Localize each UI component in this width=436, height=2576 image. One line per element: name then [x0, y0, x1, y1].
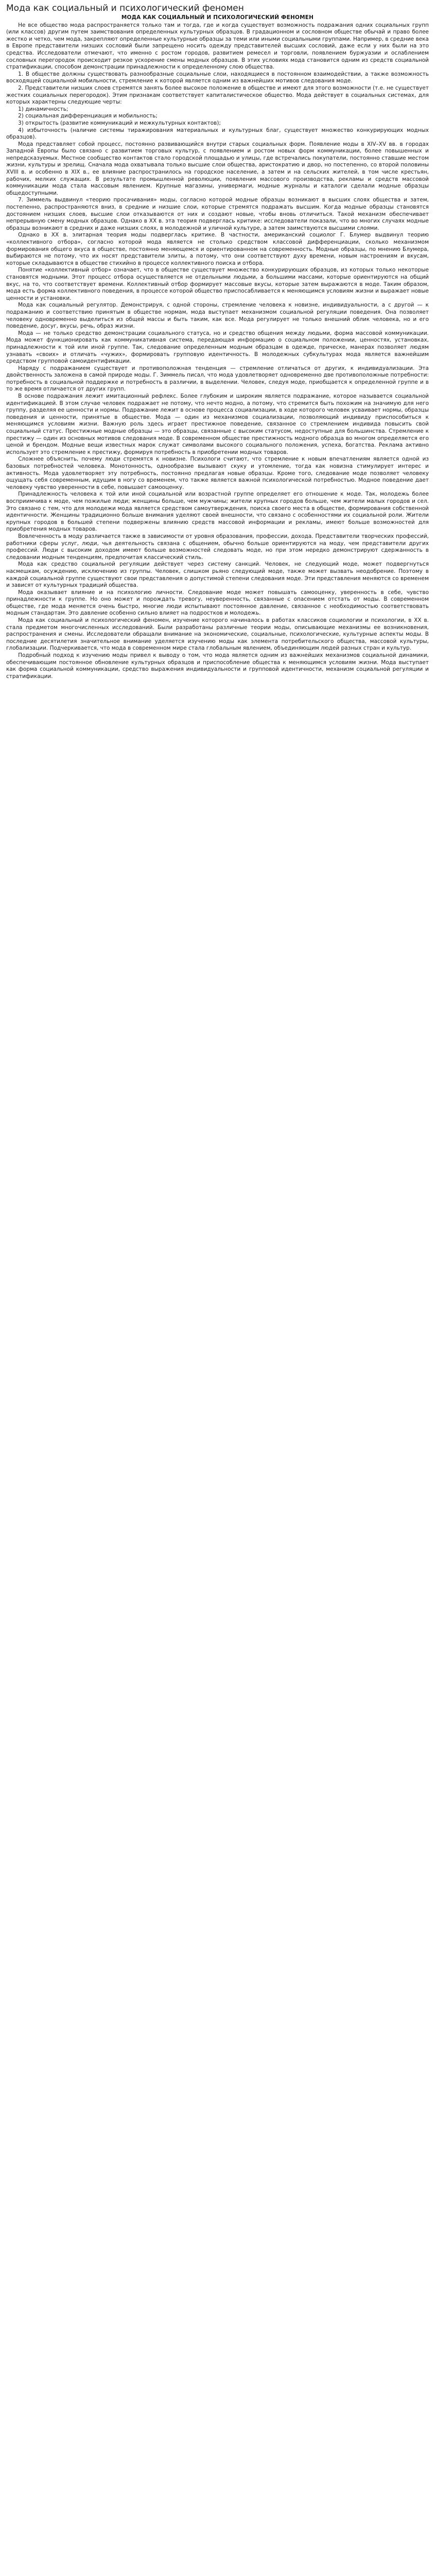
- paragraph: Однако в XX в. элитарная теория моды подверглась критике. В частности, американский социолог Г. Блумер выдвинул теорию «коллективного отбора», согласно которой мода является не столько средством классовой дифференциации, сколько механизмом формирования общего вкуса в обществе, постоянно меняющемся и ориентированном на современность. Модные образцы, по мнению Блумера, выбираются не потому, что их носят представители элиты, а потому, что они соответствуют духу времени, новым настроениям и вкусам, которые складываются в обществе стихийно в процессе коллективного поиска и отбора.: [6, 232, 429, 266]
- paragraph: Мода как социальный регулятор. Демонстрируя, с одной стороны, стремление человека к новизне, индивидуальности, а с другой — к подражанию и соответствию принятым в обществе нормам, мода выступает механизмом социальной регуляции поведения. Она позволяет человеку одновременно выделиться из общей массы и быть таким, как все. Мода регулирует не только внешний облик человека, но и его поведение, досуг, вкусы, речь, образ жизни.: [6, 302, 429, 330]
- paragraph: Мода — не только средство демонстрации социального статуса, но и средство общения между людьми, форма массовой коммуникации. Мода может функционировать как коммуникативная система, передающая информацию о социальном положении, ценностях, установках, принадлежности к той или иной группе. Так, следование определенным модным образцам в одежде, прическе, манерах позволяет людям узнавать «своих» и отличать «чужих», формировать групповую идентичность. В молодежных субкультурах мода является важнейшим средством групповой самоидентификации.: [6, 330, 429, 365]
- paragraph: Понятие «коллективный отбор» означает, что в обществе существует множество конкурирующих образцов, из которых только некоторые становятся модными. Этот процесс отбора осуществляется не отдельными людьми, а большими массами, которые ориентируются на общий вкус, на то, что соответствует времени. Коллективный отбор формирует массовые вкусы, которые затем выражаются в моде. Таким образом, мода есть форма коллективного поведения, в процессе которой общество приспосабливается к меняющимся условиям жизни и выражает новые ценности и установки.: [6, 267, 429, 301]
- document-title: Мода как социальный и психологический феномен: [6, 3, 244, 13]
- paragraph: Принадлежность человека к той или иной социальной или возрастной группе определяет его отношение к моде. Так, молодежь более восприимчива к моде, чем пожилые люди; женщины больше, чем мужчины; жители крупных городов больше, чем жители малых городов и сел. Это связано с тем, что для молодежи мода является средством самоутверждения, поиска своего места в обществе, формирования собственной идентичности. Женщины традиционно больше внимания уделяют своей внешности, что связано с особенностями их социальной роли. Жители крупных городов в большей степени подвержены влиянию средств массовой информации и рекламы, имеют больше возможностей для приобретения модных товаров.: [6, 491, 429, 533]
- paragraph: Подробный подход к изучению моды привел к выводу о том, что мода является одним из важнейших механизмов социальной динамики, обеспечивающим постоянное обновление культурных образцов и приспособление общества к меняющимся условиям жизни. Мода выступает как форма социальной коммуникации, средство выражения индивидуальности и групповой идентичности, механизм социальной регуляции и стратификации.: [6, 652, 429, 680]
- paragraph: Наряду с подражанием существует и противоположная тенденция — стремление отличаться от других, к индивидуализации. Эта двойственность заложена в самой природе моды. Г. Зиммель писал, что мода удовлетворяет одновременно две противоположные потребности: потребность в социальной поддержке и потребность в различии, в выделении. Человек, следуя моде, приобщается к определенной группе и в то же время отличается от других групп.: [6, 365, 429, 393]
- paragraph: Мода как социальный и психологический феномен, изучение которого начиналось в работах классиков социологии и психологии, в XX в. стала предметом многочисленных исследований. Были разработаны различные теории моды, описывающие механизмы ее возникновения, распространения и смены. Исследователи обращали внимание на экономические, социальные, психологические, культурные аспекты моды. В последние десятилетия значительное внимание уделяется изучению моды как элемента потребительского общества, массовой культуры, глобализации. Подчеркивается, что мода в современном мире стала глобальным явлением, объединяющим людей разных стран и культур.: [6, 617, 429, 652]
- list-item: 1) динамичность;: [18, 106, 68, 112]
- paragraph: 7. Зиммель выдвинул «теорию просачивания» моды, согласно которой модные образцы возникают в высших слоях общества и затем, постепенно, распространяются вниз, в средние и низшие слои, которые стремятся подражать высшим. Когда модные образцы становятся достоянием низших слоев, высшие слои отказываются от них и создают новые, чтобы вновь отличиться. Такой механизм обеспечивает непрерывную смену модных образцов. Однако в XX в. эта теория подверглась критике: исследователи показали, что во многих случаях модные образцы возникают в средних и даже низших слоях, в молодежной и уличной культуре, а затем заимствуются высшими слоями.: [6, 197, 429, 231]
- list-item: 2) социальная дифференциация и мобильность;: [18, 113, 158, 120]
- paragraph: Вовлеченность в моду различается также в зависимости от уровня образования, профессии, дохода. Представители творческих профессий, работники сферы услуг, люди, чья деятельность связана с общением, обычно больше ориентируются на моду, чем представители других профессий. Люди с высоким доходом имеют больше возможностей следовать моде, но при этом нередко демонстрируют сдержанность в следовании модным тенденциям, предпочитая классический стиль.: [6, 533, 429, 561]
- paragraph: 1. В обществе должны существовать разнообразные социальные слои, находящиеся в постоянном взаимодействии, а также возможность восходящей социальной мобильности, стремление к которой является одним из важнейших мотивов следования моде.: [6, 71, 429, 84]
- paragraph: Не все общество мода распространяется только там и тогда, где и когда существует возможность подражания одних социальных групп (или классов) другим путем заимствования определенных культурных образцов. В градационном и сословном обществе обычай и право более жестко и четко, чем мода, закрепляют определенные культурные образцы за теми или иными социальными группами. Например, в средние века в Европе представители низших сословий были запрещено носить одежду представителей высших сословий, даже если у них были на это средства. Исследователи отмечают, что именно с ростом городов, развитием ремесел и торговли, появлением буржуазии и ослаблением сословных перегородок происходит резкое ускорение смены модных образцов. В этих условиях мода становится одним из средств социальной стратификации, способом демонстрации принадлежности к определенному слою общества.: [6, 22, 429, 71]
- list-item: 3) открытость (развитие коммуникаций и межкультурных контактов);: [18, 120, 221, 126]
- list-item: 4) избыточность (наличие системы тиражирования материальных и культурных благ, существует множество конкурирующих модных образцов).: [6, 127, 429, 141]
- paragraph: В основе подражания лежит имитационный рефлекс. Более глубоким и широким является подражание, которое называется социальной идентификацией. В этом случае человек подражает не потому, что нечто модно, а потому, что стремится быть похожим на значимую для него группу, разделяя ее ценности и нормы. Подражание лежит в основе процесса социализации, в ходе которого человек усваивает нормы, образцы поведения и ценности, принятые в обществе. Мода — один из механизмов социализации, позволяющий индивиду приспособиться к меняющимся условиям жизни. Важную роль здесь играет престижное поведение, связанное со стремлением индивида повысить свой социальный статус. Престижные модные образцы — это образцы, связанные с высоким статусом, недоступные для большинства. Стремление к престижу — один из основных мотивов следования моде. В современном обществе престижность модного образца во многом определяется его ценой и брендом. Модные вещи известных марок служат символами высокого социального положения, успеха, богатства. Реклама активно использует это стремление к престижу, формируя потребность в приобретении модных товаров.: [6, 393, 429, 455]
- document-page: [0, 0, 436, 690]
- paragraph: Мода оказывает влияние и на психологию личности. Следование моде может повышать самооценку, уверенность в себе, чувство принадлежности к группе. Но оно может и порождать тревогу, неуверенность, связанные с опасением отстать от моды. В современном обществе, где мода меняется очень быстро, многие люди испытывают постоянное давление, связанное с необходимостью соответствовать модным стандартам. Это давление особенно сильно влияет на подростков и молодежь.: [6, 589, 429, 617]
- paragraph: 2. Представители низших слоев стремятся занять более высокое положение в обществе и имеют для этого возможности (т.е. не существует жестких социальных перегородок). Этим признакам соответствует капиталистическое общество. Мода действует в социальных системах, для которых характерны следующие черты:: [6, 84, 429, 106]
- document-subtitle: МОДА КАК СОЦИАЛЬНЫЙ И ПСИХОЛОГИЧЕСКИЙ ФЕНОМЕН: [121, 14, 314, 21]
- paragraph: Сложнее объяснить, почему люди стремятся к новизне. Психологи считают, что стремление к новым впечатлениям является одной из базовых потребностей человека. Монотонность, однообразие вызывают скуку и утомление, тогда как новизна стимулирует интерес и активность. Мода удовлетворяет эту потребность, постоянно предлагая новые образцы. Кроме того, следование моде позволяет человеку ощущать себя современным, идущим в ногу со временем, что также является важной психологической потребностью. Модное поведение дает человеку чувство уверенности в себе, повышает самооценку.: [6, 456, 429, 490]
- paragraph: Мода как средство социальной регуляции действует через систему санкций. Человек, не следующий моде, может подвергнуться насмешкам, осуждению, исключению из группы. Человек, слишком рьяно следующий моде, также может вызвать неодобрение. Поэтому в каждой социальной группе существуют свои представления о допустимой степени следования моде. Эти представления меняются со временем и зависят от культурных традиций общества.: [6, 561, 429, 589]
- document-body: [6, 22, 429, 681]
- paragraph: Мода представляет собой процесс, постоянно развивающийся внутри старых социальных форм. Появление моды в XIV–XV вв. в городах Западной Европы было связано с развитием торговых культур, с появлением и ростом новых форм коммуникации, более повышенных и непредсказуемых. Местное сообщество контактов стало городской площадью и улицы, где встречались покупатели, постоянно ставшие местом жизни, культуры и зрелищ. Сначала мода охватывала только высшие слои общества, аристократию и двор, но постепенно, со второй половины XVIII в. и особенно в XIX в., ее влияние распространилось на городское население, а затем и на сельских жителей, в том числе крестьян, рабочих, мелких служащих. В результате промышленной революции, появления массового производства, рекламы и средств массовой коммуникации мода стала массовым явлением. Крупные магазины, универмаги, модные журналы и каталоги сделали модные образцы общедоступными.: [6, 141, 429, 196]
